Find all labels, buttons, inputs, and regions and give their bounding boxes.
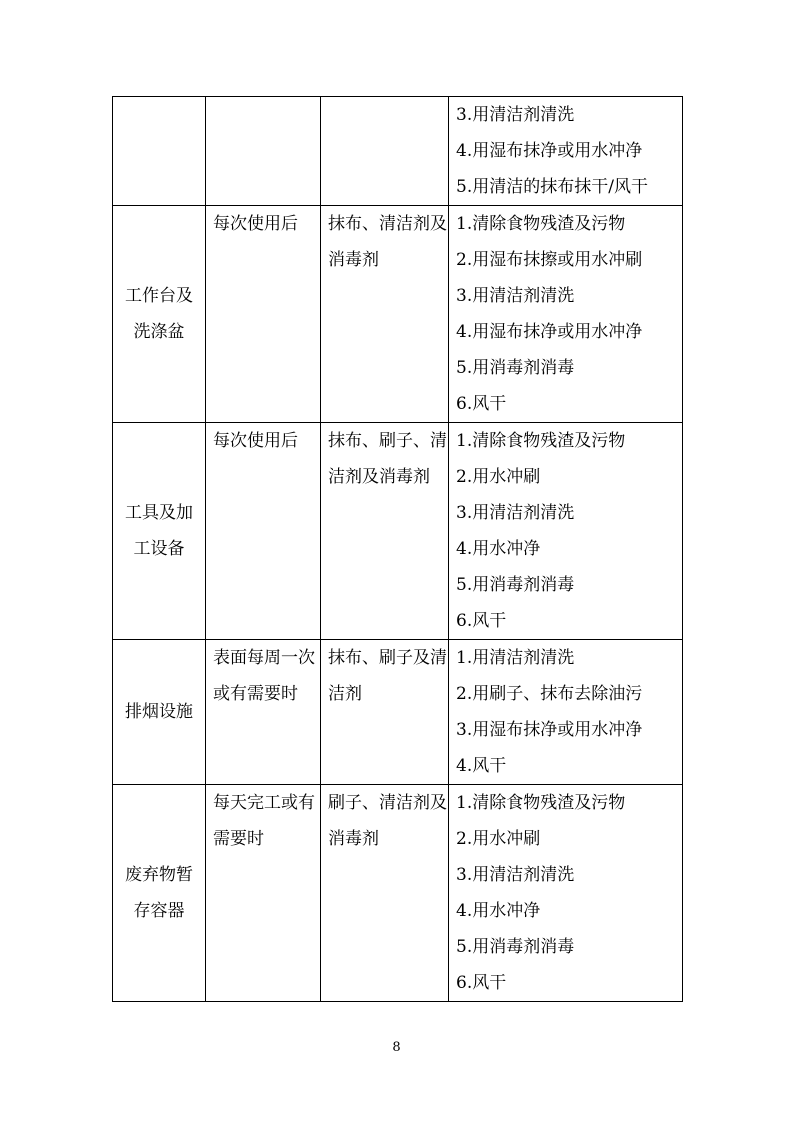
step-item: 1.清除食物残渣及污物: [456, 431, 626, 451]
step-item: 5.用清洁的抹布抹干/风干: [456, 177, 648, 197]
step-item: 3.用清洁剂清洗: [456, 105, 575, 125]
steps-cell: [449, 785, 683, 1002]
steps-cell: [449, 206, 683, 423]
step-item: 2.用水冲刷: [456, 467, 541, 487]
steps-cell: [449, 97, 683, 206]
area-cell: 工具及加工设备: [113, 423, 206, 640]
tools-cell: [321, 97, 449, 206]
step-item: 6.风干: [456, 611, 507, 631]
step-item: 3.用清洁剂清洗: [456, 865, 575, 885]
tools-cell: 抹布、清洁剂及消毒剂: [321, 206, 449, 423]
steps-cell: [449, 423, 683, 640]
frequency-cell: 每次使用后: [206, 423, 321, 640]
frequency-cell: 每次使用后: [206, 206, 321, 423]
step-item: 1.清除食物残渣及污物: [456, 793, 626, 813]
frequency-cell: 表面每周一次或有需要时: [206, 640, 321, 785]
table-row: [113, 423, 683, 640]
step-item: 4.用水冲净: [456, 539, 541, 559]
table-row: [113, 785, 683, 1002]
frequency-cell: 每天完工或有需要时: [206, 785, 321, 1002]
step-item: 4.用湿布抹净或用水冲净: [456, 141, 643, 161]
step-item: 3.用清洁剂清洗: [456, 286, 575, 306]
area-cell: 工作台及洗涤盆: [113, 206, 206, 423]
step-item: 6.风干: [456, 394, 507, 414]
step-item: 5.用消毒剂消毒: [456, 358, 575, 378]
step-item: 3.用湿布抹净或用水冲净: [456, 720, 643, 740]
tools-cell: 抹布、刷子及清洁剂: [321, 640, 449, 785]
step-item: 1.用清洁剂清洗: [456, 648, 575, 668]
step-item: 4.风干: [456, 756, 507, 776]
table-row: [113, 97, 683, 206]
step-item: 2.用水冲刷: [456, 829, 541, 849]
table-row: [113, 640, 683, 785]
step-item: 5.用消毒剂消毒: [456, 575, 575, 595]
step-item: 2.用刷子、抹布去除油污: [456, 684, 643, 704]
step-item: 4.用湿布抹净或用水冲净: [456, 322, 643, 342]
step-item: 3.用清洁剂清洗: [456, 503, 575, 523]
step-item: 6.风干: [456, 973, 507, 993]
step-item: 4.用水冲净: [456, 901, 541, 921]
cleaning-schedule-table: [112, 96, 683, 1002]
step-item: 2.用湿布抹擦或用水冲刷: [456, 250, 643, 270]
area-cell: [113, 97, 206, 206]
page-number: 8: [392, 1040, 401, 1055]
steps-cell: [449, 640, 683, 785]
tools-cell: 刷子、清洁剂及消毒剂: [321, 785, 449, 1002]
frequency-cell: [206, 97, 321, 206]
step-item: 5.用消毒剂消毒: [456, 937, 575, 957]
area-cell: 废弃物暂存容器: [113, 785, 206, 1002]
table-row: [113, 206, 683, 423]
tools-cell: 抹布、刷子、清洁剂及消毒剂: [321, 423, 449, 640]
step-item: 1.清除食物残渣及污物: [456, 214, 626, 234]
area-cell: 排烟设施: [113, 640, 206, 785]
